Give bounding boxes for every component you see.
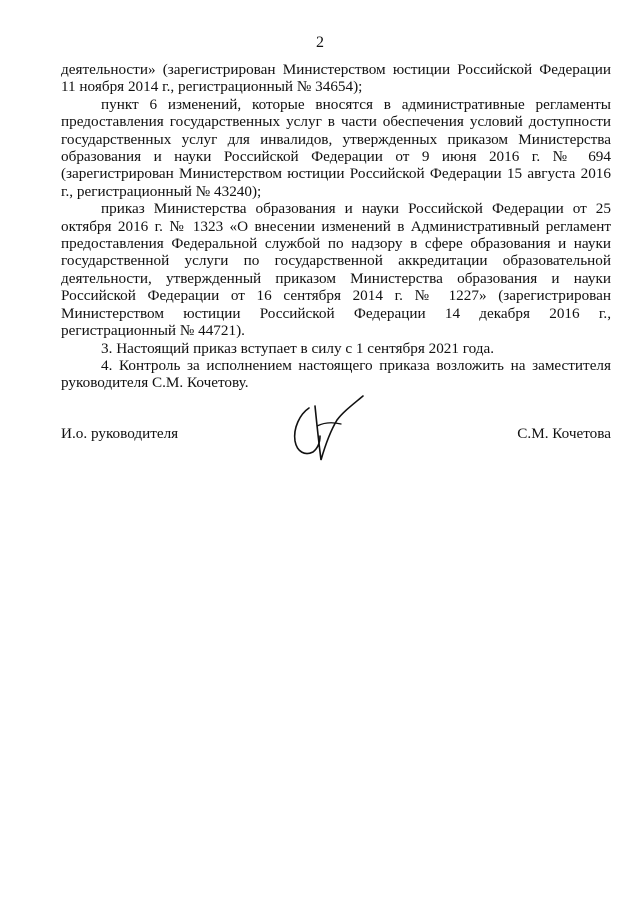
paragraph-order-1323: приказ Министерства образования и науки Российской Федерации от 25 октября 2016 г. № 1323 «О внесении изменений в Административный регламент предоставления Федеральной службой по надзору в сфере образования и науки государственной услуги по государственной аккредитации образовательной деятельности, утвержденный приказом Министерства образования и науки Российской Федерации от 16 сентября 2014 г. № 1227» (зарегистрирован Министерством юстиции Российской Федерации 14 декабря 2016 г., регистрационный № 44721).: [61, 200, 611, 340]
document-body: [61, 61, 611, 392]
handwritten-signature: [285, 386, 375, 466]
paragraph-item-6-changes: пункт 6 изменений, которые вносятся в административные регламенты предоставления государственных услуг в части обеспечения условий доступности государственных услуг для инвалидов, утвержденных приказом Министерства образования и науки Российской Федерации от 9 июня 2016 г. № 694 (зарегистрирован Министерством юстиции Российской Федерации 15 августа 2016 г., регистрационный № 43240);: [61, 95, 611, 200]
paragraph-effective-date: 3. Настоящий приказ вступает в силу с 1 сентября 2021 года.: [101, 339, 495, 357]
signer-name: С.М. Кочетова: [517, 425, 611, 442]
paragraph-control: 4. Контроль за исполнением настоящего приказа возложить на заместителя руководителя С.М. Кочетову.: [61, 356, 611, 392]
page-number: 2: [316, 34, 324, 51]
paragraph-continuation: деятельности» (зарегистрирован Министерством юстиции Российской Федерации 11 ноября 2014 г., регистрационный № 34654);: [61, 61, 611, 96]
signer-title: И.о. руководителя: [61, 425, 179, 442]
